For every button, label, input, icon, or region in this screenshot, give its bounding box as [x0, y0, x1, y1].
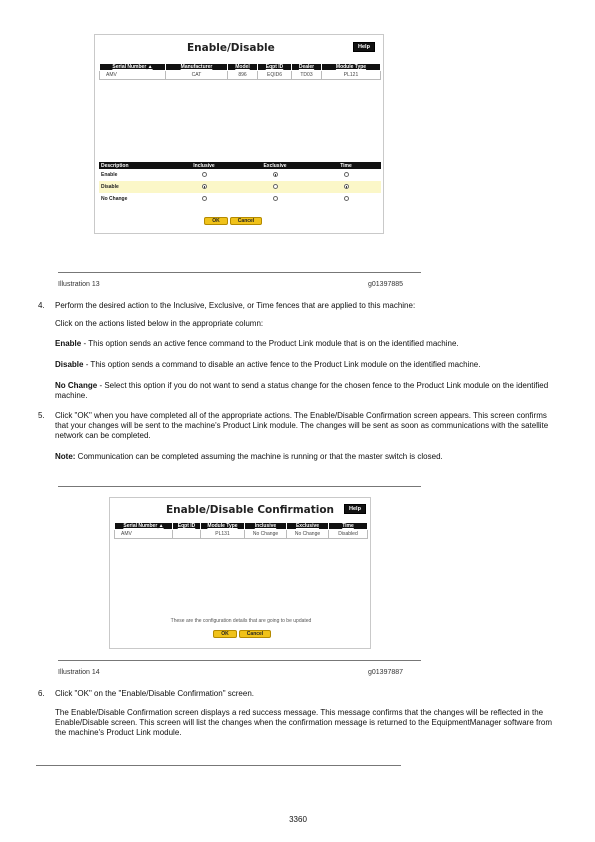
cell-manufacturer: CAT [166, 71, 228, 80]
column-header-eqpt-id[interactable]: Eqpt ID [173, 523, 201, 530]
cell-dealer: TD03 [292, 71, 322, 80]
option-label-no-change: No Change [101, 196, 128, 202]
step-6-text: Click "OK" on the "Enable/Disable Confirmation" screen. [55, 689, 255, 698]
cell-model: 896 [228, 71, 258, 80]
no-change-desc: - Select this option if you do not want to send a status change for the chosen fence to the Product Link module on the identified machine. [55, 381, 549, 400]
radio-enable-inclusive[interactable] [202, 172, 207, 177]
column-header-description: Description [99, 162, 169, 169]
column-header-eqpt-id[interactable]: Eqpt ID [258, 64, 292, 71]
cell-time: Disabled [329, 530, 368, 539]
footer-rule [36, 765, 401, 766]
note-term: Note: [55, 452, 76, 461]
radio-disable-inclusive[interactable] [202, 184, 207, 189]
note [55, 452, 555, 462]
option-row-enable [99, 169, 381, 181]
cell-module-type: PL121 [322, 71, 381, 80]
step-5-number: 5. [38, 411, 45, 420]
radio-no-change-time[interactable] [344, 196, 349, 201]
column-header-model[interactable]: Model [228, 64, 258, 71]
cell-inclusive: No Change [245, 530, 287, 539]
column-header-exclusive: Exclusive [239, 162, 311, 169]
enable-disable-screenshot [94, 34, 384, 234]
cancel-button[interactable]: Cancel [239, 630, 271, 638]
step-4-intro: Click on the actions listed below in the appropriate column: [55, 319, 264, 328]
option-row-no-change [99, 193, 381, 205]
radio-enable-exclusive[interactable] [273, 172, 278, 177]
illustration-13-ref: g01397885 [368, 281, 404, 288]
cell-exclusive: No Change [287, 530, 329, 539]
screen-title: Enable/Disable [187, 42, 275, 54]
illustration-14-ref: g01397887 [368, 669, 404, 676]
cell-serial-number: AMV [100, 71, 166, 80]
confirmation-screenshot [109, 497, 371, 649]
step-4-text: Perform the desired action to the Inclusive, Exclusive, or Time fences that are applied to this machine: [55, 301, 416, 310]
table-header-row [100, 64, 381, 71]
cell-serial-number: AMV [115, 530, 173, 539]
column-header-module-type[interactable]: Module Type [322, 64, 381, 71]
cell-eqpt-id [173, 530, 201, 539]
column-header-inclusive[interactable]: Inclusive [245, 523, 287, 530]
illustration-13-rule [58, 272, 421, 273]
cell-module-type: PL131 [201, 530, 245, 539]
radio-no-change-inclusive[interactable] [202, 196, 207, 201]
confirmation-title: Enable/Disable Confirmation [166, 504, 335, 516]
option-label-disable: Disable [99, 181, 169, 193]
note-text: Communication can be completed assuming the machine is running or that the master switch is closed. [75, 452, 443, 461]
step-4-number: 4. [38, 301, 45, 310]
option-label-enable: Enable [101, 172, 118, 178]
help-button[interactable]: Help [344, 504, 366, 514]
enable-definition [55, 339, 555, 349]
option-row-disable [99, 181, 381, 193]
no-change-definition [55, 381, 555, 401]
illustration-13-label: Illustration 13 [58, 281, 100, 288]
radio-disable-exclusive[interactable] [273, 184, 278, 189]
options-header-row [99, 162, 381, 169]
column-header-serial-number[interactable]: Serial Number ▲ [115, 523, 173, 530]
column-header-time[interactable]: Time [329, 523, 368, 530]
sort-up-icon: ▲ [147, 64, 153, 70]
column-header-serial-number[interactable]: Serial Number ▲ [100, 64, 166, 71]
step-6-detail: The Enable/Disable Confirmation screen displays a red success message. This message confirms that the changes will be reflected in the Enable/Disable screen. This screen will list the changes when the confirmation message is returned to the EquipmentManager software from the machine's Product Link module. [55, 708, 552, 737]
radio-no-change-exclusive[interactable] [273, 196, 278, 201]
disable-term: Disable [55, 360, 84, 369]
column-header-time: Time [311, 162, 381, 169]
radio-disable-time[interactable] [344, 184, 349, 189]
radio-enable-time[interactable] [344, 172, 349, 177]
illustration-14-top-rule [58, 486, 421, 487]
cancel-button[interactable]: Cancel [230, 217, 262, 225]
ok-button[interactable]: OK [204, 217, 228, 225]
machine-table [99, 63, 381, 80]
table-row[interactable] [100, 71, 381, 80]
step-5-text: Click "OK" when you have completed all of the appropriate actions. The Enable/Disable Confirmation screen appears. This screen confirms that your changes will be sent to the machine's Product Link module. The changes will be sent as soon as communications with the satellite network can be completed. [55, 411, 549, 440]
page-number: 3360 [289, 815, 307, 824]
column-header-inclusive: Inclusive [169, 162, 239, 169]
illustration-14-rule [58, 660, 421, 661]
table-row [115, 530, 368, 539]
column-header-exclusive[interactable]: Exclusive [287, 523, 329, 530]
disable-desc: - This option sends a command to disable an active fence to the Product Link module on the identified machine. [83, 360, 481, 369]
help-button[interactable]: Help [353, 42, 375, 52]
disable-definition [55, 360, 555, 370]
table-header-row [115, 523, 368, 530]
fence-options-table [99, 162, 381, 205]
enable-term: Enable [55, 339, 82, 348]
ok-button[interactable]: OK [213, 630, 237, 638]
step-6-number: 6. [38, 689, 45, 698]
no-change-term: No Change [55, 381, 98, 390]
sort-up-icon: ▲ [158, 523, 164, 529]
enable-desc: - This option sends an active fence command to the Product Link module that is on the identified machine. [81, 339, 459, 348]
configuration-info-text: These are the configuration details that are going to be updated [170, 618, 312, 624]
cell-eqpt-id: EQID6 [258, 71, 292, 80]
column-header-module-type[interactable]: Module Type [201, 523, 245, 530]
illustration-14-label: Illustration 14 [58, 669, 100, 676]
confirmation-table [114, 522, 368, 539]
column-header-dealer[interactable]: Dealer [292, 64, 322, 71]
column-header-manufacturer[interactable]: Manufacturer [166, 64, 228, 71]
